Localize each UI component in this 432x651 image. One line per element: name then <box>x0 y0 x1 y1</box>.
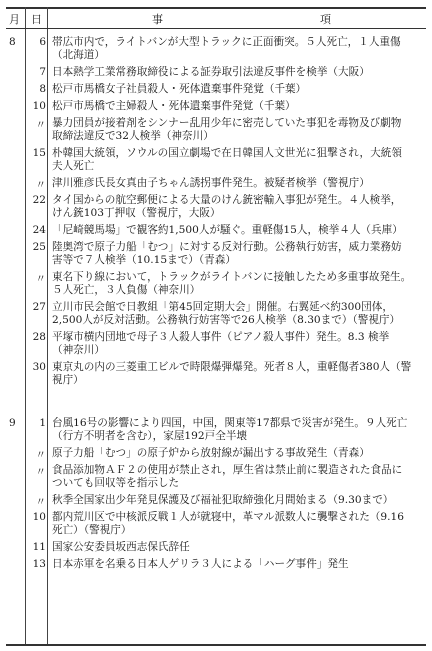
event-text-line: 松戸市馬橋で主婦殺人・死体遺棄事件発覚（千葉） <box>52 100 296 112</box>
day-label: 1 <box>39 417 46 429</box>
event-text-line: 食品添加物ＡＦ２の使用が禁止され，厚生省は禁止前に製造された食品に <box>52 464 403 476</box>
day-label: 7 <box>39 66 46 78</box>
day-label: 25 <box>32 241 46 253</box>
event-text-line: 台風16号の影響により四国，中国，関東等17都県で災害が発生。９人死亡 <box>52 417 408 429</box>
event-text-line: 視庁） <box>52 374 84 386</box>
day-label: 8 <box>39 83 46 95</box>
event-text-line: 帯広市内で，ライトバンが大型トラックに正面衝突。５人死亡，１人重傷 <box>52 36 401 48</box>
day-label: 6 <box>39 36 46 48</box>
day-label: 24 <box>32 224 46 236</box>
event-text-line: 朴韓国大統領，ソウルの国立劇場で在日韓国人文世光に狙撃され，大統領 <box>52 147 402 159</box>
event-text-line: 「尼崎競馬場」で観客約1,500人が騒ぐ。重軽傷15人，検挙４人（兵庫） <box>52 224 403 236</box>
event-text-line: 死亡）（警視庁） <box>52 524 132 536</box>
event-text-line: 日本赤軍を名乗る日本人ゲリラ３人による「ハーグ事件」発生 <box>52 558 349 570</box>
day-label: 28 <box>32 331 46 343</box>
day-label: 〃 <box>35 273 46 285</box>
day-label: 30 <box>32 361 46 373</box>
event-text-line: ５人死亡，３人負傷（神奈川） <box>52 284 201 296</box>
event-text-line: 松戸市馬橋女子社員殺人・死体遺棄事件発覚（千葉） <box>52 83 307 95</box>
top-rule <box>6 7 426 9</box>
day-label: 〃 <box>35 496 46 508</box>
event-text-line: 立川市民会館で日教組「第45回定期大会」開催。右翼延べ約300団体， <box>52 301 393 313</box>
month-label: 8 <box>9 36 16 48</box>
event-text-line: けん銃103丁押収（警視庁，大阪） <box>52 207 221 219</box>
day-event-divider <box>47 7 48 644</box>
header-event: 事 <box>152 13 163 26</box>
event-text-line: （神奈川） <box>52 344 105 356</box>
day-label: 〃 <box>35 179 46 191</box>
event-text-line: 夫人死亡 <box>52 160 95 172</box>
day-label: 11 <box>32 541 46 553</box>
event-text-line: 津川雅彦氏長女真由子ちゃん誘拐事件発生。被疑者検挙（警視庁） <box>52 177 370 189</box>
event-text-line: 秋季全国家出少年発見保護及び福祉犯取締強化月間始まる（9.30まで） <box>52 494 394 506</box>
day-label: 27 <box>32 301 46 313</box>
event-text-line: 東名下り線において，トラックがライトバンに接触したため多重事故発生。 <box>52 271 412 283</box>
month-label: 9 <box>9 417 16 429</box>
header-day: 日 <box>31 13 42 26</box>
event-text-line: （行方不明者を含む），家屋192戸全半壊 <box>52 430 248 442</box>
event-text-line: 日本熱学工業常務取締役による証券取引法違反事件を検挙（大阪） <box>52 66 370 78</box>
header-month: 月 <box>9 13 20 26</box>
event-text-line: 原子力船「むつ」の原子炉から放射線が漏出する事故発生（青森） <box>52 447 370 459</box>
event-text-line: 平塚市横内団地で母子３人殺人事件（ピアノ殺人事件）発生。8.3 検挙 <box>52 331 390 343</box>
month-day-divider <box>25 7 26 644</box>
day-label: 10 <box>32 511 46 523</box>
day-label: 〃 <box>35 119 46 131</box>
event-text-line: 2,500人が反対活動。公務執行妨害等で26人検挙（8.30まで）（警視庁） <box>52 314 401 326</box>
event-text-line: 東京丸の内の三菱重工ビルで時限爆弾爆発。死者８人，重軽傷者380人（警 <box>52 361 412 373</box>
header-rule <box>6 28 426 29</box>
day-label: 13 <box>32 558 46 570</box>
day-label: 〃 <box>35 449 46 461</box>
event-text-line: 暴力団員が接着剤をシンナー乱用少年に密売していた事犯を毒物及び劇物 <box>52 117 402 129</box>
day-label: 22 <box>32 194 46 206</box>
event-text-line: 害等で７人検挙（10.15まで）（青森） <box>52 254 236 266</box>
day-label: 15 <box>32 147 46 159</box>
event-text-line: 都内荒川区で中核派反戦１人が就寝中，革マル派数人に襲撃された（9.16 <box>52 511 404 523</box>
event-text-line: 国家公安委員坂西志保氏辞任 <box>52 541 190 553</box>
event-text-line: 取締法違反で32人検挙（神奈川） <box>52 130 214 142</box>
event-text-line: ついても回収等を指示した <box>52 477 180 489</box>
bottom-rule <box>6 644 426 646</box>
day-label: 10 <box>32 100 46 112</box>
event-text-line: 陸奥湾で原子力船「むつ」に対する反対行動。公務執行妨害，威力業務妨 <box>52 241 402 253</box>
event-text-line: （北海道） <box>52 49 105 61</box>
day-label: 〃 <box>35 466 46 478</box>
header-item: 項 <box>320 13 331 26</box>
event-text-line: タイ国からの航空郵便による大量のけん銃密輸入事犯が発生。４人検挙， <box>52 194 402 206</box>
